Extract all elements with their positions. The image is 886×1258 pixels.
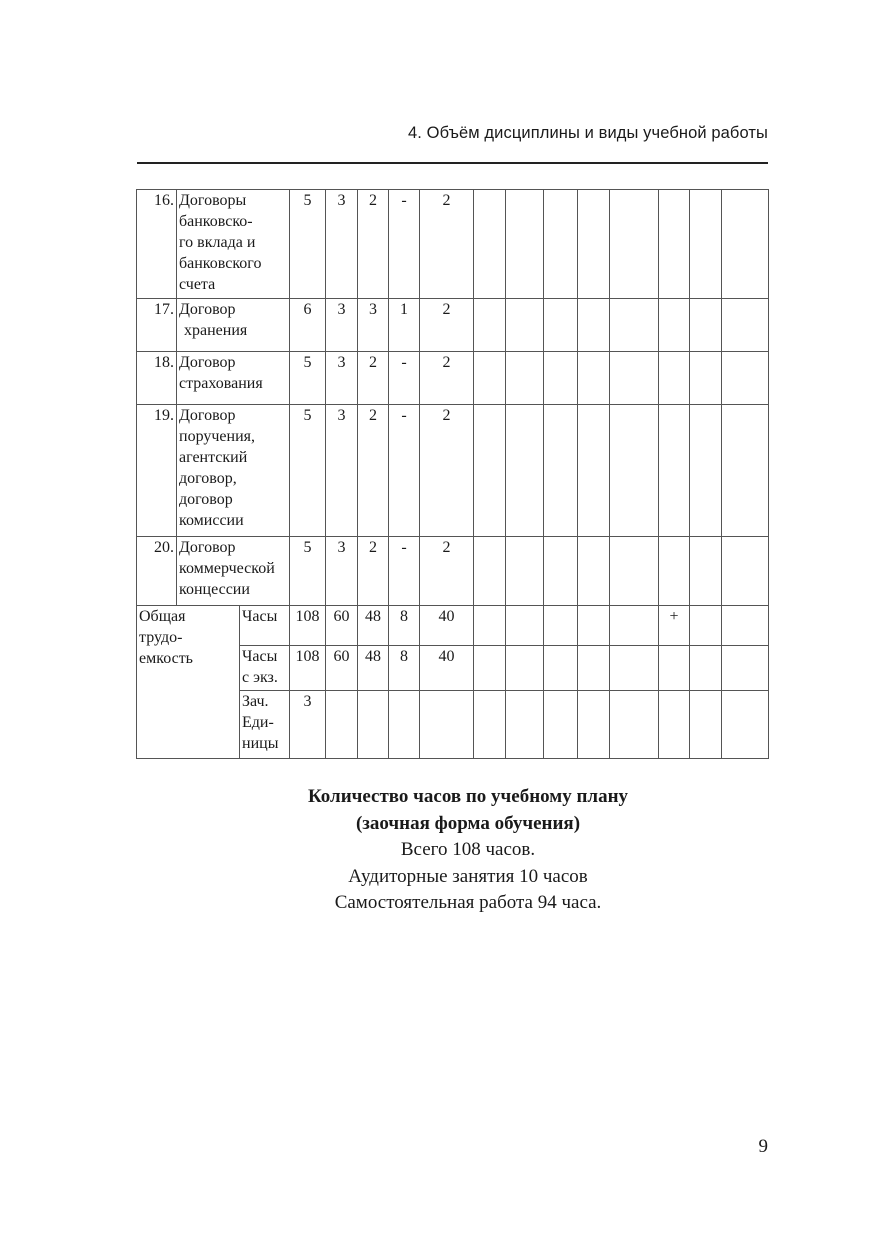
value-cell (358, 691, 389, 759)
summary-classroom: Аудиторные занятия 10 часов (348, 865, 588, 887)
empty-cell (610, 299, 659, 352)
empty-cell (659, 405, 690, 537)
empty-cell (722, 606, 769, 646)
hours-summary (250, 784, 686, 917)
running-header: 4. Объём дисциплины и виды учебной работы (408, 124, 768, 142)
value-cell: 8 (389, 646, 420, 691)
empty-cell (474, 646, 506, 691)
empty-cell (722, 299, 769, 352)
empty-cell (690, 352, 722, 405)
hours-table (136, 189, 769, 759)
empty-cell (659, 299, 690, 352)
row-topic: Договор коммерческой концессии (177, 537, 290, 606)
empty-cell (474, 190, 506, 299)
value-cell: 2 (358, 405, 389, 537)
empty-cell (610, 405, 659, 537)
empty-cell (474, 405, 506, 537)
value-cell: 2 (420, 352, 474, 405)
empty-cell (474, 691, 506, 759)
value-cell: - (389, 405, 420, 537)
empty-cell (506, 606, 544, 646)
value-cell: 2 (358, 190, 389, 299)
value-cell: - (389, 190, 420, 299)
value-cell: 2 (420, 299, 474, 352)
empty-cell (506, 537, 544, 606)
empty-cell (690, 646, 722, 691)
value-cell: 5 (290, 190, 326, 299)
empty-cell (578, 352, 610, 405)
value-cell: - (389, 352, 420, 405)
empty-cell (506, 691, 544, 759)
total-sublabel: Часы с экз. (240, 646, 290, 691)
summary-independent: Самостоятельная работа 94 часа. (334, 892, 602, 913)
value-cell: 2 (358, 352, 389, 405)
table-row (137, 352, 769, 405)
total-sublabel: Часы (240, 606, 290, 646)
empty-cell (544, 299, 578, 352)
empty-cell (506, 299, 544, 352)
value-cell (420, 691, 474, 759)
total-row-hours (137, 606, 769, 646)
row-number: 16. (137, 190, 177, 299)
empty-cell (506, 646, 544, 691)
summary-total: Всего 108 часов. (400, 839, 536, 860)
empty-cell (578, 537, 610, 606)
empty-cell (506, 405, 544, 537)
table-row (137, 405, 769, 537)
header-rule (137, 162, 768, 164)
empty-cell (474, 352, 506, 405)
value-cell: 1 (389, 299, 420, 352)
empty-cell (610, 691, 659, 759)
value-cell: 108 (290, 646, 326, 691)
empty-cell (659, 352, 690, 405)
value-cell: - (389, 537, 420, 606)
empty-cell (544, 405, 578, 537)
value-cell: 3 (326, 299, 358, 352)
empty-cell (578, 190, 610, 299)
empty-cell (690, 299, 722, 352)
empty-cell (578, 646, 610, 691)
table-row (137, 537, 769, 606)
value-cell: 2 (420, 537, 474, 606)
empty-cell (722, 537, 769, 606)
empty-cell (578, 606, 610, 646)
empty-cell (722, 646, 769, 691)
empty-cell (659, 646, 690, 691)
value-cell: 3 (326, 537, 358, 606)
empty-cell (474, 606, 506, 646)
value-cell: 2 (358, 537, 389, 606)
empty-cell (722, 352, 769, 405)
empty-cell (690, 537, 722, 606)
empty-cell (544, 646, 578, 691)
value-cell: 3 (326, 190, 358, 299)
table-row (137, 299, 769, 352)
empty-cell (544, 606, 578, 646)
summary-subheading: (заочная форма обучения) (355, 812, 581, 834)
value-cell: 5 (290, 405, 326, 537)
empty-cell (610, 606, 659, 646)
empty-cell (578, 299, 610, 352)
value-cell: 48 (358, 646, 389, 691)
empty-cell (659, 537, 690, 606)
empty-cell (690, 691, 722, 759)
value-cell: 2 (420, 190, 474, 299)
empty-cell (610, 190, 659, 299)
empty-cell (578, 691, 610, 759)
empty-cell (544, 352, 578, 405)
empty-cell (722, 691, 769, 759)
value-cell: 3 (326, 352, 358, 405)
empty-cell (722, 405, 769, 537)
summary-heading: Количество часов по учебному плану (307, 786, 629, 807)
row-number: 20. (137, 537, 177, 606)
empty-cell (610, 537, 659, 606)
value-cell: 60 (326, 646, 358, 691)
value-cell: 5 (290, 537, 326, 606)
row-number: 19. (137, 405, 177, 537)
empty-cell (474, 299, 506, 352)
empty-cell (474, 537, 506, 606)
row-number: 18. (137, 352, 177, 405)
empty-cell (544, 190, 578, 299)
empty-cell (690, 190, 722, 299)
empty-cell (722, 190, 769, 299)
total-label: Общая трудо- емкость (137, 606, 240, 759)
empty-cell (690, 606, 722, 646)
empty-cell (578, 405, 610, 537)
empty-cell (544, 537, 578, 606)
row-topic: Договоры банковско- го вклада и банковского счета (177, 190, 290, 299)
empty-cell (506, 190, 544, 299)
empty-cell (659, 190, 690, 299)
empty-cell (659, 691, 690, 759)
empty-cell (610, 352, 659, 405)
value-cell (389, 691, 420, 759)
value-cell: 3 (290, 691, 326, 759)
value-cell: 2 (420, 405, 474, 537)
value-cell: 3 (358, 299, 389, 352)
value-cell: 6 (290, 299, 326, 352)
empty-cell (690, 405, 722, 537)
value-cell: 5 (290, 352, 326, 405)
value-cell (326, 691, 358, 759)
plus-mark: + (659, 606, 690, 646)
row-number: 17. (137, 299, 177, 352)
empty-cell (610, 646, 659, 691)
value-cell: 40 (420, 646, 474, 691)
row-topic: Договор хранения (177, 299, 290, 352)
value-cell: 48 (358, 606, 389, 646)
total-sublabel: Зач. Еди- ницы (240, 691, 290, 759)
empty-cell (506, 352, 544, 405)
value-cell: 40 (420, 606, 474, 646)
table-row (137, 190, 769, 299)
row-topic: Договор поручения, агентский договор, договор комиссии (177, 405, 290, 537)
value-cell: 3 (326, 405, 358, 537)
empty-cell (544, 691, 578, 759)
page-number: 9 (758, 1136, 768, 1157)
value-cell: 8 (389, 606, 420, 646)
value-cell: 108 (290, 606, 326, 646)
row-topic: Договор страхования (177, 352, 290, 405)
value-cell: 60 (326, 606, 358, 646)
